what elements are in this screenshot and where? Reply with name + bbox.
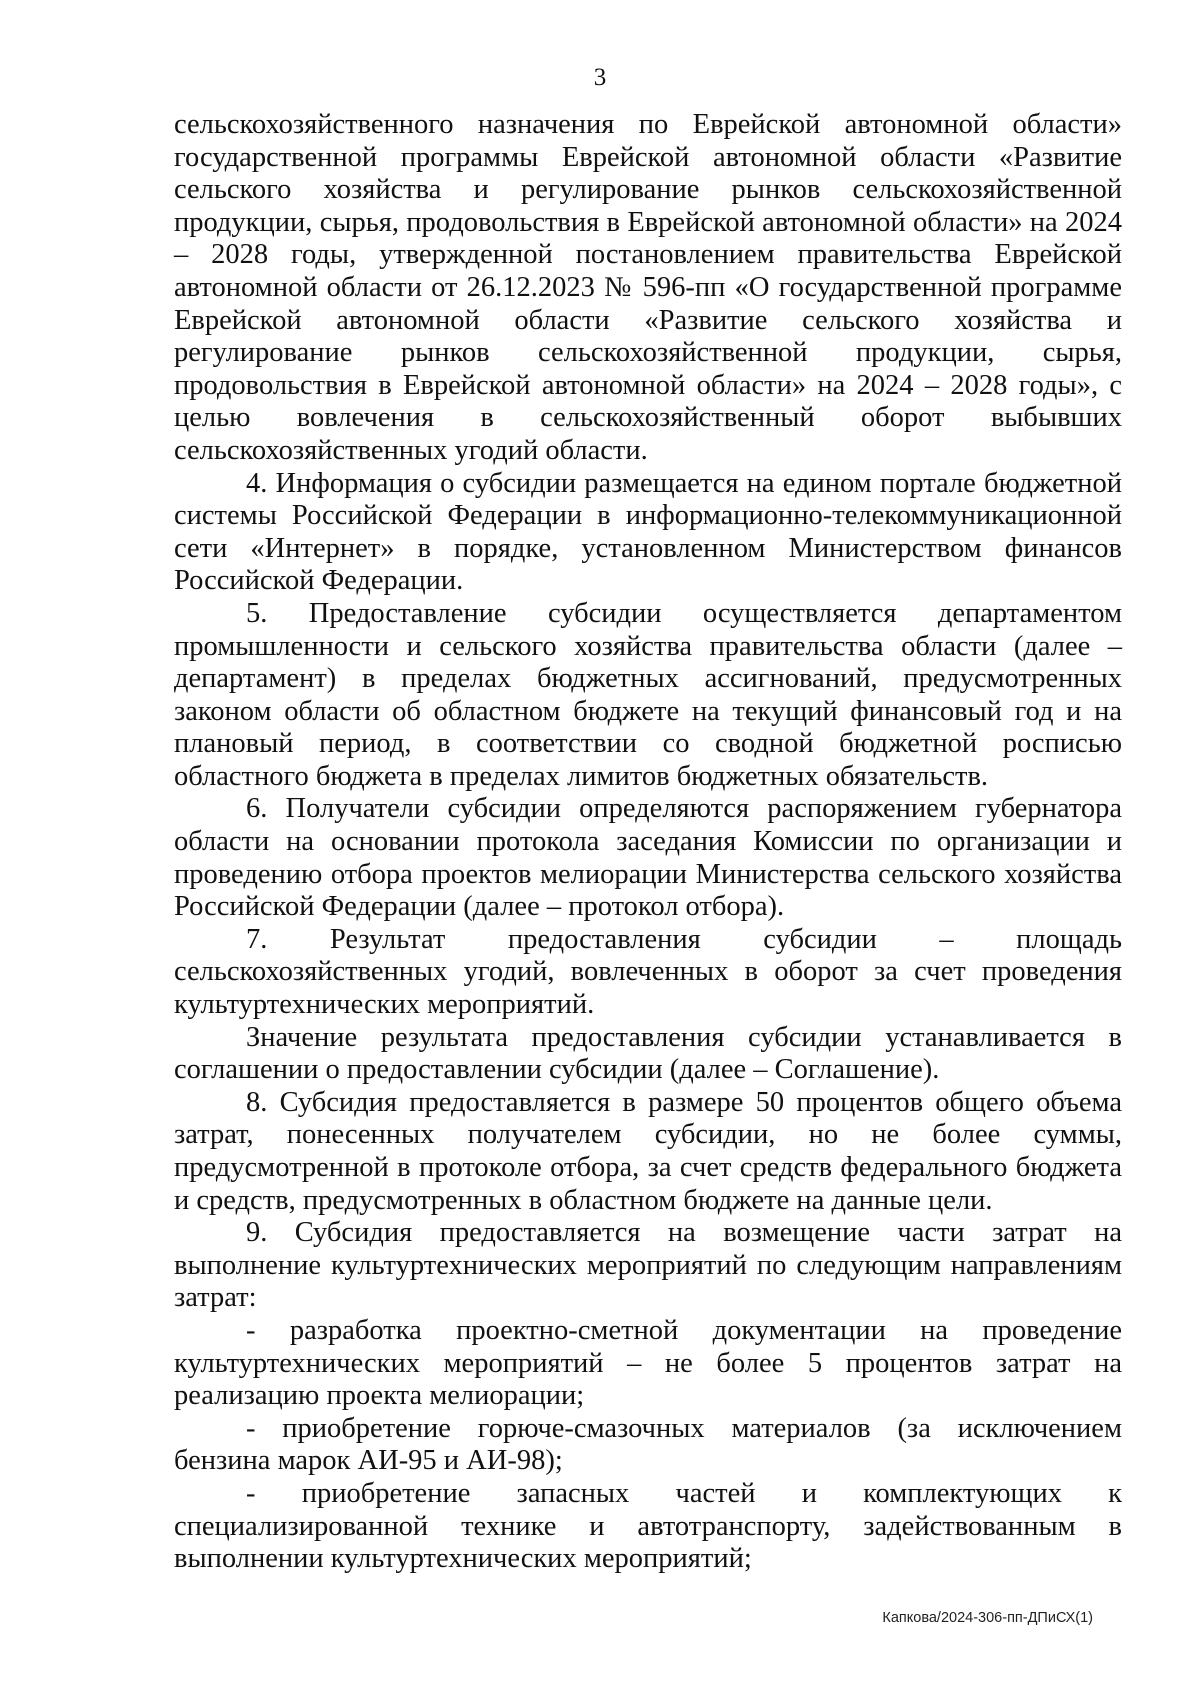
paragraph-item-4: 4. Информация о субсидии размещается на едином портале бюджетной системы Российской Федерации в информационно-телекоммуникационной сети «Интернет» в порядке, установленном Министерством финансов Российской Федерации. bbox=[174, 467, 1122, 597]
paragraph-result-value: Значение результата предоставления субсидии устанавливается в соглашении о предоставлении субсидии (далее – Соглашение). bbox=[174, 1021, 1122, 1086]
document-body bbox=[174, 109, 1122, 1576]
list-item-design-docs: - разработка проектно-сметной документации на проведение культуртехнических мероприятий – не более 5 процентов затрат на реализацию проекта мелиорации; bbox=[174, 1314, 1122, 1412]
list-item-fuel: - приобретение горюче-смазочных материалов (за исключением бензина марок АИ-95 и АИ-98); bbox=[174, 1412, 1122, 1477]
paragraph-continuation: сельскохозяйственного назначения по Еврейской автономной области» государственной программы Еврейской автономной области «Развитие сельского хозяйства и регулирование рынков сельскохозяйственной продукции, сырья, продовольствия в Еврейской автономной области» на 2024 – 2028 годы, утвержденной постановлением правительства Еврейской автономной области от 26.12.2023 № 596-пп «О государственной программе Еврейской автономной области «Развитие сельского хозяйства и регулирование рынков сельскохозяйственной продукции, сырья, продовольствия в Еврейской автономной области» на 2024 – 2028 годы», с целью вовлечения в сельскохозяйственный оборот выбывших сельскохозяйственных угодий области. bbox=[174, 109, 1122, 466]
list-item-spare-parts: - приобретение запасных частей и комплектующих к специализированной технике и автотранспорту, задействованным в выполнении культуртехнических мероприятий; bbox=[174, 1477, 1122, 1575]
paragraph-item-7: 7. Результат предоставления субсидии – площадь сельскохозяйственных угодий, вовлеченных в оборот за счет проведения культуртехнических мероприятий. bbox=[174, 923, 1122, 1021]
page-number: 3 bbox=[593, 64, 607, 91]
paragraph-item-6: 6. Получатели субсидии определяются распоряжением губернатора области на основании протокола заседания Комиссии по организации и проведению отбора проектов мелиорации Министерства сельского хозяйства Российской Федерации (далее – протокол отбора). bbox=[174, 793, 1122, 923]
paragraph-item-8: 8. Субсидия предоставляется в размере 50 процентов общего объема затрат, понесенных получателем субсидии, но не более суммы, предусмотренной в протоколе отбора, за счет средств федерального бюджета и средств, предусмотренных в областном бюджете на данные цели. bbox=[174, 1086, 1122, 1216]
paragraph-item-9: 9. Субсидия предоставляется на возмещение части затрат на выполнение культуртехнических мероприятий по следующим направлениям затрат: bbox=[174, 1217, 1122, 1314]
paragraph-item-5: 5. Предоставление субсидии осуществляется департаментом промышленности и сельского хозяйства правительства области (далее – департамент) в пределах бюджетных ассигнований, предусмотренных законом области об областном бюджете на текущий финансовый год и на плановый период, в соответствии со сводной бюджетной росписью областного бюджета в пределах лимитов бюджетных обязательств. bbox=[174, 597, 1122, 792]
document-reference-code: Капкова/2024-306-пп-ДПиСХ(1) bbox=[882, 1610, 1093, 1626]
